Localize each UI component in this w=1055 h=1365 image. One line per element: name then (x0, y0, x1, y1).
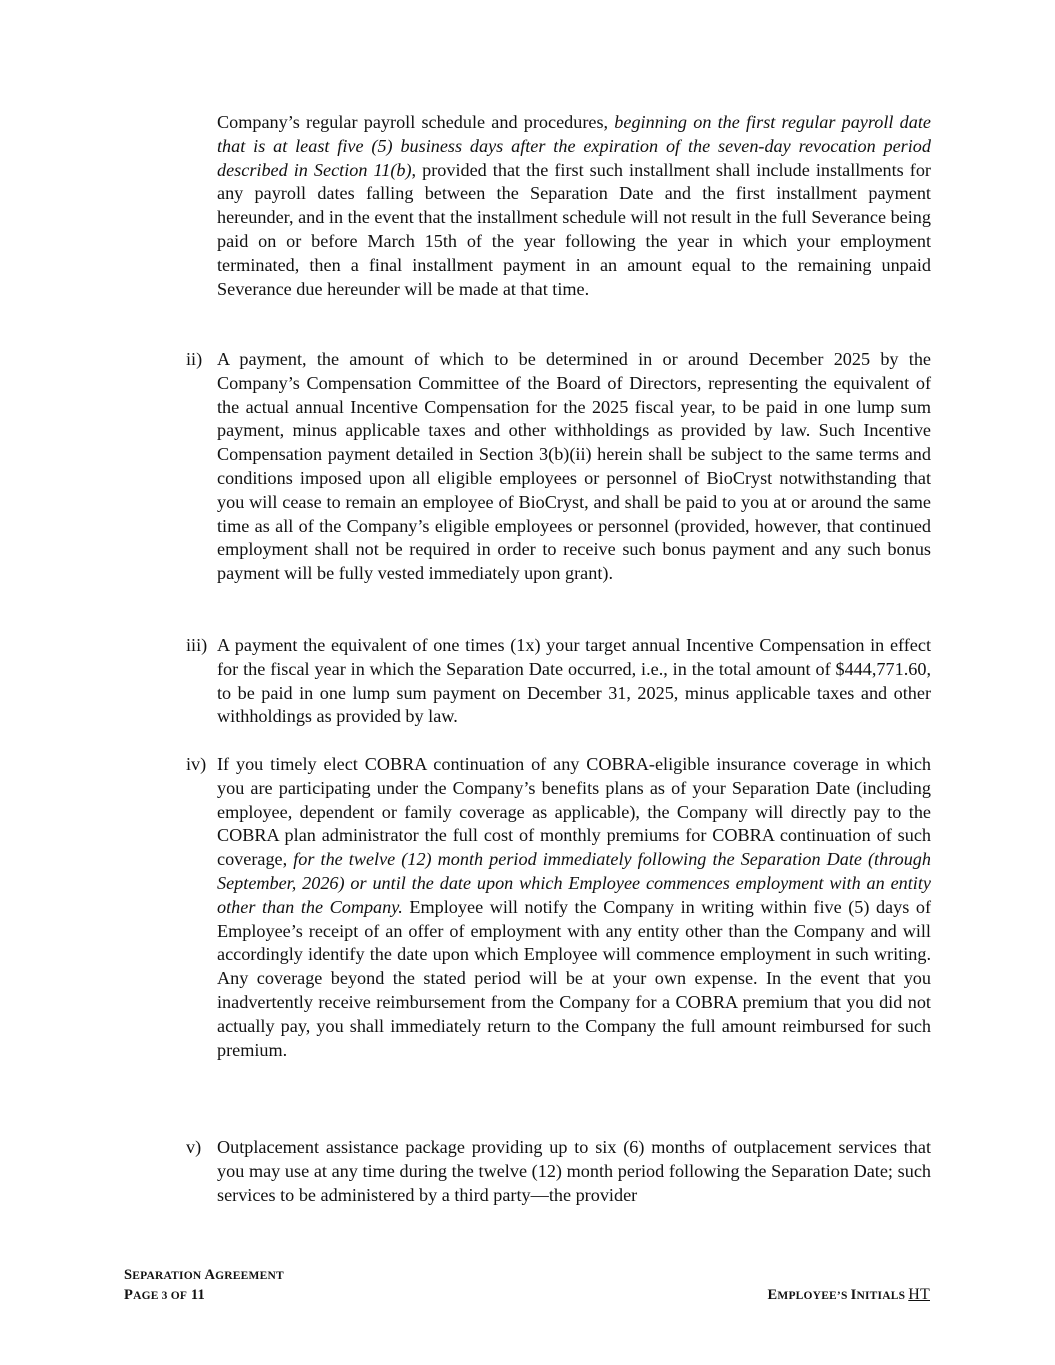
initials-value: HT (908, 1286, 930, 1303)
list-item-text: Outplacement assistance package providing up to six (6) months of outplacement services that you may use at any time during the twelve (12) month period following the Separation Date; such services to be administered by a third party—the provider (217, 1137, 931, 1205)
list-item-iv (186, 753, 931, 1062)
list-item-text-part: Employee will notify the Company in writing within five (5) days of Employee’s receipt of an offer of employment with any entity other than the Company and will accordingly identify the date upon which Employee will commence employment in such writing. Any coverage beyond the stated period will be at your own expense. In the event that you inadvertently receive reimbursement from the Company for a COBRA premium that you did not actually pay, you shall immediately return to the Company the full amount reimbursed for such premium. (217, 896, 932, 1060)
list-item-ii (186, 348, 931, 586)
footer-document-title: SEPARATION AGREEMENT (124, 1267, 284, 1283)
list-item-text: A payment the equivalent of one times (1x) your target annual Incentive Compensation in effect for the fiscal year in which the Separation Date occurred, i.e., in the total amount of $444,771.60, to be paid in one lump sum payment on December 31, 2025, minus applicable taxes and other withholdings as provided by law. (217, 635, 931, 727)
list-item-iii (186, 634, 931, 729)
paragraph-text: , provided that the first such installment shall include installments for any payroll dates falling between the Separation Date and the first installment payment hereunder, and in the event that the installment schedule will not result in the full Severance being paid on or before March 15th of the year following the year in which your employment terminated, then a final installment payment in an amount equal to the remaining unpaid Severance due hereunder will be made at that time. (217, 159, 931, 299)
list-item-number: iv) (186, 754, 207, 774)
footer-page-number: PAGE 3 OF 11 (124, 1287, 205, 1303)
footer-employee-initials: EMPLOYEE’S INITIALS HT (767, 1286, 930, 1303)
paragraph-italic-text: beginning on the first regular payroll date that is at least five (5) business days after the expiration of the seven-day revocation period described in Section 11(b) (217, 112, 931, 180)
list-item-text: A payment, the amount of which to be determined in or around December 2025 by the Company’s Compensation Committee of the Board of Directors, representing the equivalent of the actual annual Incentive Compensation for the 2025 fiscal year, to be paid in one lump sum payment, minus applicable taxes and other withholdings as provided by law. Such Incentive Compensation payment detailed in Section 3(b)(ii) herein shall be subject to the same terms and conditions imposed upon all eligible employees or personnel of BioCryst notwithstanding that you will cease to remain an employee of BioCryst, and shall be paid to you at or around the same time as all of the Company’s eligible employees or personnel (provided, however, that continued employment shall not be required in order to receive such bonus payment and any such bonus payment will be fully vested immediately upon grant). (217, 349, 931, 584)
list-item-text-part: If you timely elect COBRA continuation of any COBRA-eligible insurance coverage in which you are participating under the Company’s benefits plans as of your Separation Date (including employee, dependent or family coverage as applicable), the Company will directly pay to the COBRA plan administrator the full cost of monthly premiums for COBRA continuation of such coverage, (217, 754, 931, 870)
list-item-text (217, 753, 931, 1062)
list-item-number: v) (186, 1137, 202, 1157)
list-item-italic-text: for the twelve (12) month period immediately following the Separation Date (through September, 2026) or until the date upon which Employee commences employment with an entity other than the Company. (217, 849, 931, 917)
continuation-paragraph (217, 111, 931, 301)
list-item-v (186, 1136, 931, 1207)
list-item-number: ii) (186, 349, 203, 369)
paragraph-text: Company’s regular payroll schedule and procedures, (217, 112, 615, 132)
list-item-number: iii) (186, 635, 208, 655)
